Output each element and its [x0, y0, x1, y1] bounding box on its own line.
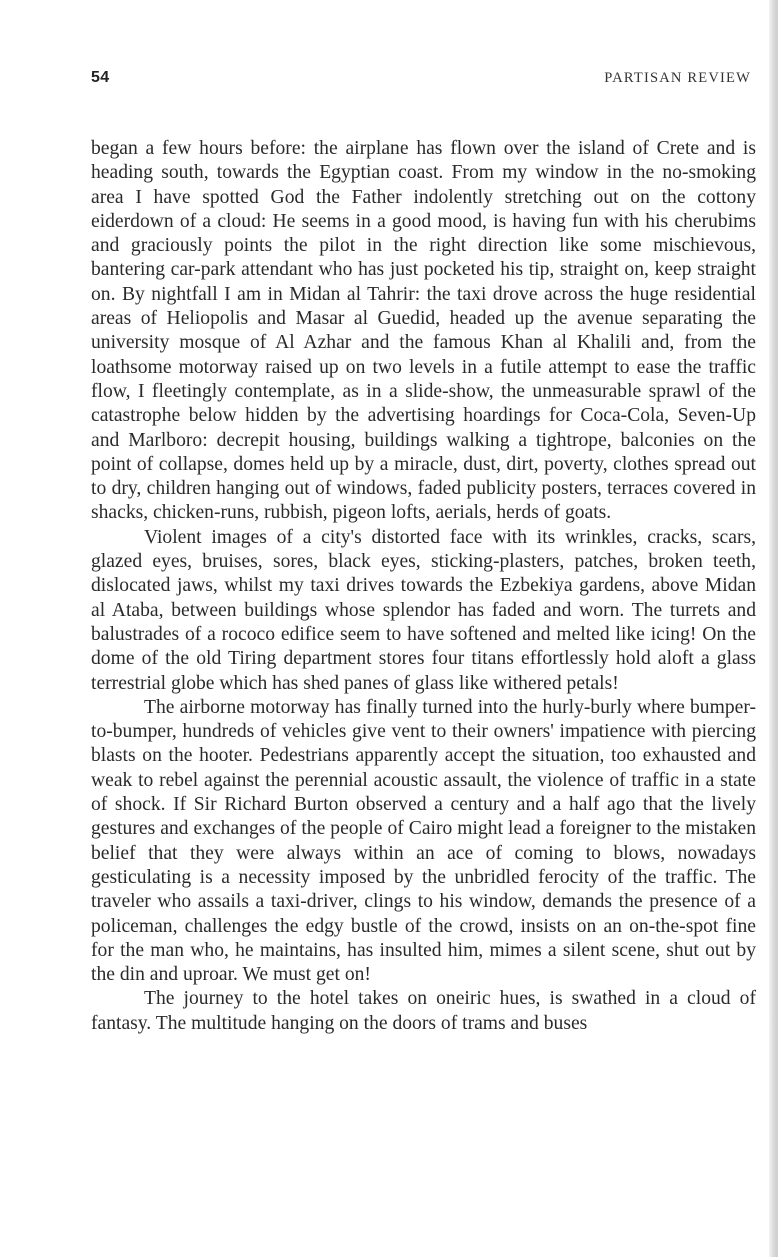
paragraph: The airborne motorway has finally turned into the hurly-burly where bumper-to-bumper, hundreds of vehicles give vent to their owners' impatience with piercing blasts on the hooter. Pedestrians apparently accept the situation, too exhausted and weak to rebel against the perennial acoustic assault, the violence of traffic in a state of shock. If Sir Richard Burton observed a century and a half ago that the lively gestures and exchanges of the people of Cairo might lead a foreigner to the mistaken belief that they were always within an ace of coming to blows, nowadays gesticulating is a necessity imposed by the unbridled ferocity of the traffic. The traveler who assails a taxi-driver, clings to his window, demands the presence of a policeman, challenges the edgy bustle of the crowd, insists on an on-the-spot fine for the man who, he maintains, has insulted him, mimes a silent scene, shut out by the din and uproar. We must get on! — [91, 696, 756, 986]
body-text — [91, 137, 756, 1036]
paragraph: The journey to the hotel takes on oneiric hues, is swathed in a cloud of fantasy. The multitude hanging on the doors of trams and buses — [91, 988, 756, 1034]
page-edge-shadow — [769, 0, 778, 1257]
page-number: 54 — [91, 69, 110, 86]
running-head: PARTISAN REVIEW — [604, 70, 751, 86]
page-header — [91, 69, 751, 91]
paragraph: began a few hours before: the airplane has flown over the island of Crete and is heading south, towards the Egyptian coast. From my window in the no-smoking area I have spotted God the Father indolently stretching out on the cottony eiderdown of a cloud: He seems in a good mood, is having fun with his cherubims and graciously points the pilot in the right direction like some mischievous, bantering car-park attendant who has just pocketed his tip, straight on, keep straight on. By nightfall I am in Midan al Tahrir: the taxi drove across the huge residential areas of Heliopolis and Masar al Guedid, headed up the avenue separating the university mosque of Al Azhar and the famous Khan al Khalili and, from the loathsome motorway raised up on two levels in a futile attempt to ease the traffic flow, I fleetingly contemplate, as in a slide-show, the unmeasurable sprawl of the catastrophe below hidden by the advertising hoardings for Coca-Cola, Seven-Up and Marlboro: decrepit housing, buildings walking a tightrope, balconies on the point of collapse, domes held up by a miracle, dust, dirt, poverty, clothes spread out to dry, children hanging out of windows, faded publicity posters, terraces covered in shacks, chicken-runs, rubbish, pigeon lofts, aerials, herds of goats. — [91, 138, 756, 524]
paragraph: Violent images of a city's distorted face with its wrinkles, cracks, scars, glazed eyes, bruises, sores, black eyes, sticking-plasters, patches, broken teeth, dislocated jaws, whilst my taxi drives towards the Ezbekiya gardens, above Midan al Ataba, between buildings whose splendor has faded and worn. The turrets and balustrades of a rococo edifice seem to have softened and melted like icing! On the dome of the old Tiring department stores four titans effortlessly hold aloft a glass terrestrial globe which has shed panes of glass like withered petals! — [91, 526, 756, 694]
